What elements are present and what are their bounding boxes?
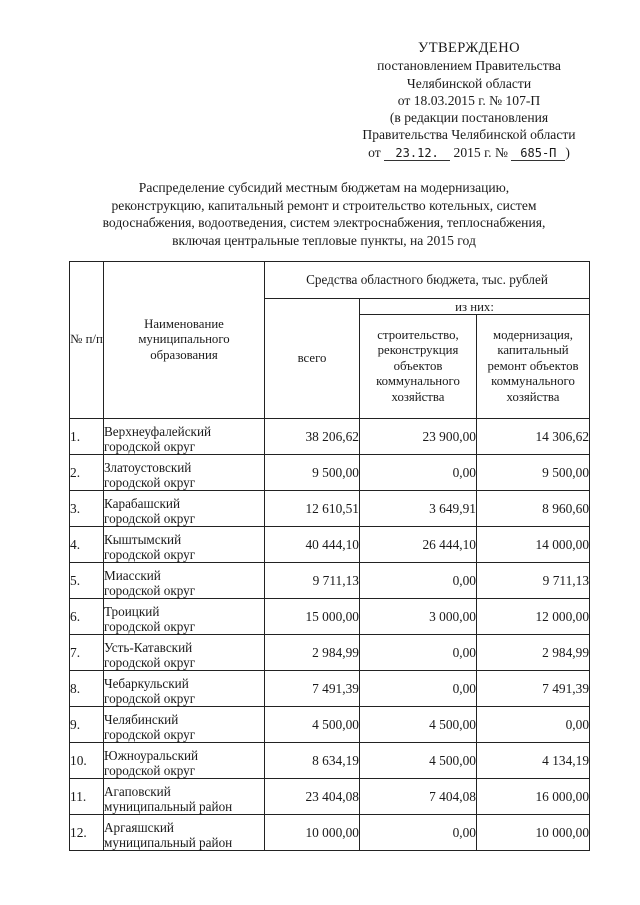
- table-row: [70, 707, 590, 743]
- header-modernization: модернизация, капитальный ремонт объектов коммунального хозяйства: [477, 315, 590, 419]
- municipality-name: Усть-Катавский: [104, 640, 193, 655]
- municipality-type: городской округ: [104, 727, 196, 742]
- row-total: 8 634,19: [265, 743, 360, 779]
- row-number: 8.: [70, 671, 104, 707]
- municipality-type: городской округ: [104, 655, 196, 670]
- document-title-line: включая центральные тепловые пункты, на 2015 год: [172, 233, 476, 249]
- row-total: 7 491,39: [265, 671, 360, 707]
- document-title-line: реконструкцию, капитальный ремонт и строительство котельных, систем: [111, 197, 537, 213]
- row-construction: 4 500,00: [360, 743, 477, 779]
- approval-line: (в редакции постановления: [389, 110, 549, 126]
- row-municipality: [104, 743, 265, 779]
- header-number: № п/п: [70, 262, 104, 419]
- row-total: 15 000,00: [265, 599, 360, 635]
- municipality-name: Южноуральский: [104, 748, 199, 763]
- row-total: 2 984,99: [265, 635, 360, 671]
- municipality-name: Чебаркульский: [104, 676, 189, 691]
- approval-stamp: [344, 40, 594, 161]
- header-total: всего: [265, 299, 360, 419]
- table-row: [70, 635, 590, 671]
- row-construction: 23 900,00: [360, 419, 477, 455]
- row-total: 38 206,62: [265, 419, 360, 455]
- row-modernization: 9 500,00: [477, 455, 590, 491]
- row-municipality: [104, 527, 265, 563]
- approval-date-line: [344, 144, 594, 161]
- municipality-name: Агаповский: [104, 784, 171, 799]
- municipality-type: городской округ: [104, 511, 196, 526]
- row-number: 1.: [70, 419, 104, 455]
- row-municipality: [104, 635, 265, 671]
- municipality-name: Миасский: [104, 568, 161, 583]
- row-total: 23 404,08: [265, 779, 360, 815]
- row-municipality: [104, 707, 265, 743]
- table-row: [70, 815, 590, 851]
- row-municipality: [104, 671, 265, 707]
- municipality-type: муниципальный район: [104, 835, 233, 850]
- row-total: 40 444,10: [265, 527, 360, 563]
- header-construction: строительство, реконструкция объектов коммунального хозяйства: [360, 315, 477, 419]
- row-number: 10.: [70, 743, 104, 779]
- row-modernization: 4 134,19: [477, 743, 590, 779]
- municipality-type: муниципальный район: [104, 799, 233, 814]
- row-modernization: 0,00: [477, 707, 590, 743]
- approval-title: УТВЕРЖДЕНО: [418, 40, 520, 56]
- row-construction: 0,00: [360, 815, 477, 851]
- row-municipality: [104, 563, 265, 599]
- row-total: 12 610,51: [265, 491, 360, 527]
- municipality-type: городской округ: [104, 583, 196, 598]
- header-of-them: из них:: [360, 299, 590, 315]
- row-modernization: 10 000,00: [477, 815, 590, 851]
- municipality-type: городской округ: [104, 763, 196, 778]
- municipality-type: городской округ: [104, 619, 196, 634]
- municipality-type: городской округ: [104, 475, 196, 490]
- row-total: 9 711,13: [265, 563, 360, 599]
- date-suffix: ): [565, 144, 570, 160]
- municipality-name: Троицкий: [104, 604, 160, 619]
- municipality-type: городской округ: [104, 691, 196, 706]
- approval-line: постановлением Правительства: [377, 58, 561, 74]
- row-construction: 3 000,00: [360, 599, 477, 635]
- municipality-type: городской округ: [104, 547, 196, 562]
- row-construction: 0,00: [360, 563, 477, 599]
- municipality-name: Кыштымский: [104, 532, 182, 547]
- table-row: [70, 671, 590, 707]
- row-number: 9.: [70, 707, 104, 743]
- municipality-name: Аргаяшский: [104, 820, 174, 835]
- row-modernization: 14 000,00: [477, 527, 590, 563]
- row-construction: 26 444,10: [360, 527, 477, 563]
- row-modernization: 14 306,62: [477, 419, 590, 455]
- row-number: 5.: [70, 563, 104, 599]
- document-title-line: водоснабжения, водоотведения, систем электроснабжения, теплоснабжения,: [102, 215, 546, 231]
- row-municipality: [104, 491, 265, 527]
- row-construction: 0,00: [360, 455, 477, 491]
- row-municipality: [104, 419, 265, 455]
- row-number: 2.: [70, 455, 104, 491]
- approval-line: от 18.03.2015 г. № 107-П: [397, 92, 541, 108]
- municipality-name: Верхнеуфалейский: [104, 424, 212, 439]
- header-name: Наименование муниципального образования: [104, 262, 265, 419]
- row-number: 7.: [70, 635, 104, 671]
- handwritten-date: 23.12.: [384, 147, 450, 161]
- row-modernization: 16 000,00: [477, 779, 590, 815]
- municipality-type: городской округ: [104, 439, 196, 454]
- row-total: 4 500,00: [265, 707, 360, 743]
- row-total: 9 500,00: [265, 455, 360, 491]
- table-row: [70, 599, 590, 635]
- table-row: [70, 419, 590, 455]
- row-number: 12.: [70, 815, 104, 851]
- row-construction: 0,00: [360, 635, 477, 671]
- table-row: [70, 779, 590, 815]
- table-row: [70, 455, 590, 491]
- row-municipality: [104, 455, 265, 491]
- row-municipality: [104, 815, 265, 851]
- table-row: [70, 527, 590, 563]
- row-number: 3.: [70, 491, 104, 527]
- row-construction: 7 404,08: [360, 779, 477, 815]
- municipality-name: Челябинский: [104, 712, 179, 727]
- table-row: [70, 743, 590, 779]
- subsidy-table: [69, 261, 590, 851]
- row-modernization: 9 711,13: [477, 563, 590, 599]
- row-number: 11.: [70, 779, 104, 815]
- header-budget: Средства областного бюджета, тыс. рублей: [265, 262, 590, 299]
- row-number: 6.: [70, 599, 104, 635]
- row-municipality: [104, 779, 265, 815]
- row-municipality: [104, 599, 265, 635]
- row-total: 10 000,00: [265, 815, 360, 851]
- date-prefix: от: [368, 144, 381, 160]
- municipality-name: Карабашский: [104, 496, 181, 511]
- row-modernization: 2 984,99: [477, 635, 590, 671]
- row-construction: 3 649,91: [360, 491, 477, 527]
- row-construction: 4 500,00: [360, 707, 477, 743]
- date-middle: 2015 г. №: [453, 144, 508, 160]
- approval-line: Правительства Челябинской области: [362, 127, 576, 143]
- table-row: [70, 491, 590, 527]
- document-title-line: Распределение субсидий местным бюджетам на модернизацию,: [138, 180, 510, 195]
- document-title: [60, 179, 588, 250]
- table-row: [70, 563, 590, 599]
- row-modernization: 8 960,60: [477, 491, 590, 527]
- approval-line: Челябинской области: [406, 75, 532, 91]
- municipality-name: Златоустовский: [104, 460, 192, 475]
- row-number: 4.: [70, 527, 104, 563]
- row-construction: 0,00: [360, 671, 477, 707]
- handwritten-number: 685-П: [511, 147, 565, 161]
- row-modernization: 7 491,39: [477, 671, 590, 707]
- row-modernization: 12 000,00: [477, 599, 590, 635]
